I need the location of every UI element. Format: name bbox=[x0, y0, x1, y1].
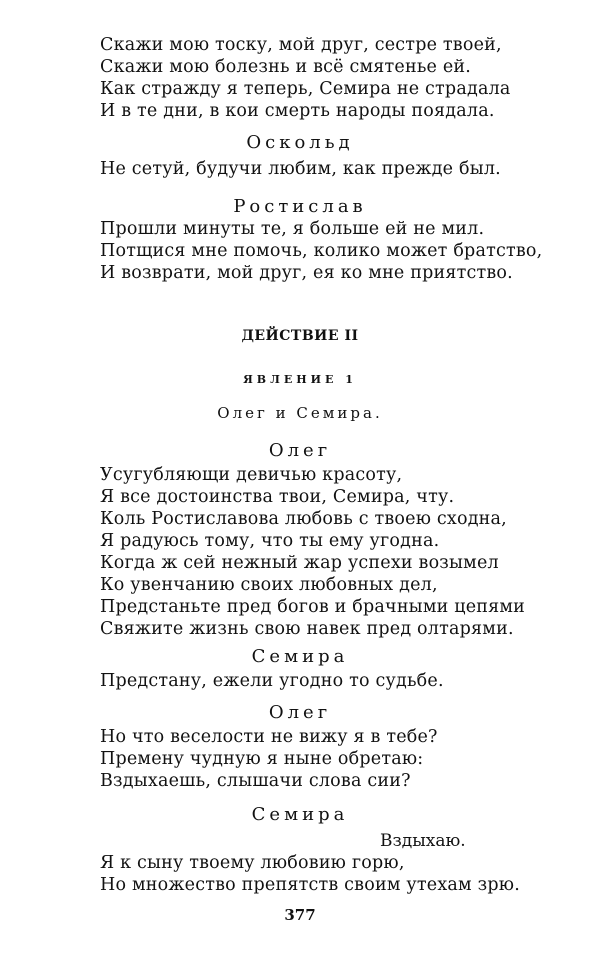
speaker-name: Семира bbox=[251, 804, 349, 825]
verse-line: Ко увенчанию своих любовных дел, bbox=[100, 575, 438, 595]
verse-line: Я все достоинства твои, Семира, чту. bbox=[100, 487, 455, 507]
speaker-name: Ростислав bbox=[233, 196, 367, 217]
verse-line: Предстану, ежели угодно то судьбе. bbox=[100, 671, 444, 691]
verse-line: Коль Ростиславова любовь с твоею сходна, bbox=[100, 509, 507, 529]
verse-line: Как стражду я теперь, Семира не страдала bbox=[100, 79, 511, 99]
verse-line: Когда ж сей нежный жар успехи возымел bbox=[100, 553, 499, 573]
verse-line: И в те дни, в кои смерть народы поядала. bbox=[100, 101, 495, 121]
act-heading: ДЕЙСТВИЕ II bbox=[241, 328, 359, 344]
verse-line: Я радуюсь тому, что ты ему угодна. bbox=[100, 531, 440, 551]
verse-line: Усугубляющи девичью красоту, bbox=[100, 465, 403, 485]
scene-heading: ЯВЛЕНИЕ 1 bbox=[243, 373, 357, 386]
verse-line: Но множество препятств своим утехам зрю. bbox=[100, 875, 520, 895]
verse-line: Не сетуй, будучи любим, как прежде был. bbox=[100, 159, 501, 179]
cast-list: Олег и Семира. bbox=[217, 404, 383, 422]
verse-line: Но что веселости не вижу я в тебе? bbox=[100, 727, 438, 747]
speaker-name: Олег bbox=[268, 702, 332, 723]
verse-line: Свяжите жизнь свою навек пред олтарями. bbox=[100, 619, 514, 639]
verse-line: И возврати, мой друг, ея ко мне приятство. bbox=[100, 263, 513, 283]
speaker-name: Семира bbox=[251, 646, 349, 667]
verse-line: Потщися мне помочь, колико может братство, bbox=[100, 241, 543, 261]
speaker-name: Олег bbox=[268, 440, 332, 461]
verse-line: Скажи мою тоску, мой друг, сестре твоей, bbox=[100, 35, 502, 55]
page-number: 377 bbox=[284, 906, 316, 924]
verse-line: Вздыхаешь, слышачи слова сии? bbox=[100, 771, 411, 791]
verse-line: Скажи мою болезнь и всё смятенье ей. bbox=[100, 57, 472, 77]
verse-line: Прошли минуты те, я больше ей не мил. bbox=[100, 219, 485, 239]
verse-line: Предстаньте пред богов и брачными цепями bbox=[100, 597, 526, 617]
verse-line: Я к сыну твоему любовию горю, bbox=[100, 853, 405, 873]
verse-line: Премену чудную я ныне обретаю: bbox=[100, 749, 424, 769]
speaker-name: Оскольд bbox=[246, 132, 354, 153]
indented-verse-line: Вздыхаю. bbox=[380, 831, 466, 851]
